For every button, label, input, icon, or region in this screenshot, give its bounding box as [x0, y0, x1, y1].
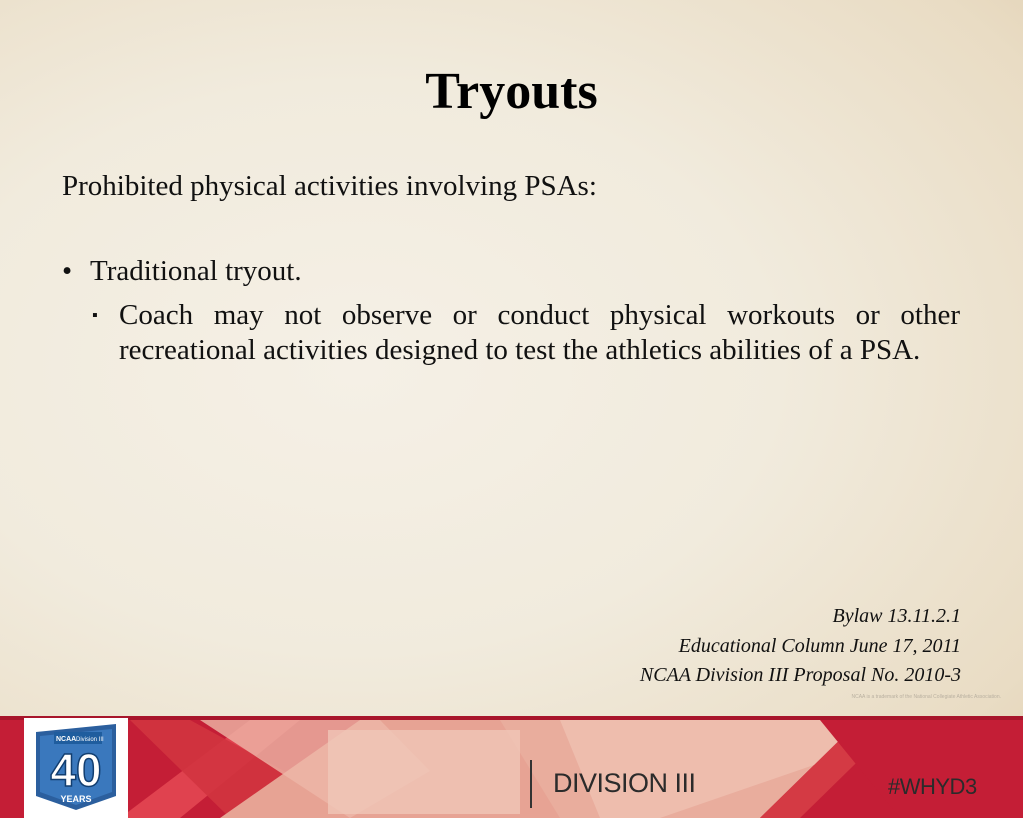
references	[640, 602, 961, 691]
logo-number: 40	[50, 744, 102, 796]
bullet-text: Traditional tryout.	[90, 255, 302, 287]
intro-text: Prohibited physical activities involving PSAs:	[62, 170, 597, 202]
division-label: DIVISION III	[553, 768, 696, 798]
trademark-note: NCAA is a trademark of the National Collegiate Athletic Association.	[851, 694, 1001, 700]
logo	[24, 718, 128, 818]
ncaa-badge: NCAA	[56, 736, 77, 743]
sub-bullet-item	[92, 298, 960, 368]
square-bullet-marker: ▪	[92, 307, 98, 324]
footer-banner	[0, 716, 1023, 818]
reference-column: Educational Column June 17, 2011	[678, 634, 961, 657]
logo-division: Division III	[76, 737, 104, 743]
logo-years: YEARS	[60, 794, 92, 804]
footer-background	[0, 716, 1023, 818]
bullet-item	[62, 255, 302, 288]
hashtag: #WHYD3	[888, 774, 977, 799]
sub-bullet-text: Coach may not observe or conduct physical workouts or other recreational activities designed to test the athletics abilities of a PSA.	[119, 299, 960, 366]
reference-bylaw: Bylaw 13.11.2.1	[832, 605, 961, 627]
ncaa-40-years-logo	[24, 718, 128, 818]
bullet-marker: •	[62, 255, 73, 287]
reference-proposal: NCAA Division III Proposal No. 2010-3	[639, 664, 961, 686]
slide-title: Tryouts	[425, 63, 598, 120]
footer-divider	[530, 760, 532, 808]
